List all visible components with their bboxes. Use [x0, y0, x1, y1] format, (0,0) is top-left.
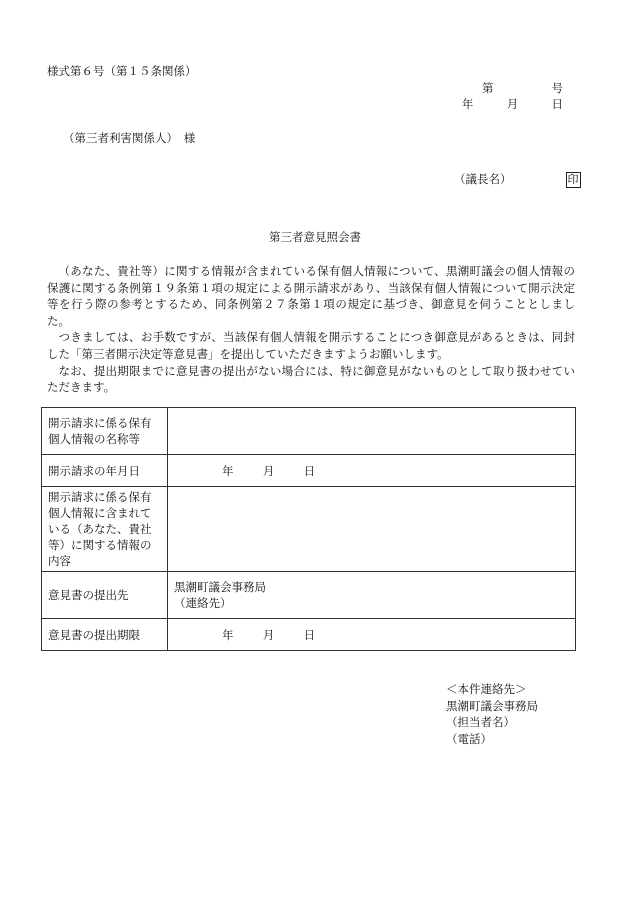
contact-block [446, 681, 538, 747]
seal-mark: 印 [567, 173, 579, 186]
date-day: 日 [551, 97, 563, 111]
addressee: （第三者利害関係人） 様 [63, 131, 196, 145]
row-label-deadline: 意見書の提出期限 [42, 619, 168, 651]
sender [454, 172, 581, 188]
date-month: 月 [506, 97, 519, 111]
contact-heading: ＜本件連絡先＞ [446, 682, 527, 696]
row-label-info-content: 開示請求に係る保有個人情報に含まれている（あなた、貴社等）に関する情報の内容 [42, 487, 168, 572]
contact-person: （担当者名） [446, 715, 515, 729]
body-paragraph-3: なお、提出期限までに意見書の提出がない場合には、特に御意見がないものとして取り扱わせていただきます。 [47, 363, 575, 395]
req-date-year: 年 [222, 463, 234, 478]
body-text [47, 263, 575, 396]
deadline-day: 日 [303, 627, 316, 642]
contact-office: 黒潮町議会事務局 [446, 698, 538, 713]
date-year: 年 [461, 97, 474, 111]
row-value-info-content [168, 487, 576, 572]
contact-phone: （電話） [446, 731, 492, 746]
row-value-info-name [168, 408, 576, 455]
number-suffix: 号 [551, 81, 563, 95]
table-row [42, 487, 576, 572]
table-row [42, 408, 576, 455]
req-date-day: 日 [303, 463, 316, 478]
body-paragraph-2: つきましては、お手数ですが、当該保有個人情報を開示することにつき御意見があるときは、同封した「第三者開示決定等意見書」を提出していただきますようお願いします。 [47, 330, 575, 361]
row-value-request-date [168, 455, 576, 487]
submit-to-office: 黒潮町議会事務局 [174, 580, 266, 594]
req-date-month: 月 [262, 463, 275, 478]
row-label-submit-to: 意見書の提出先 [42, 572, 168, 619]
row-value-submit-to [168, 572, 576, 619]
table-row [42, 619, 576, 651]
row-value-deadline [168, 619, 576, 651]
submit-to-contact: （連絡先） [174, 596, 232, 610]
form-number: 様式第６号（第１５条関係） [47, 64, 197, 78]
number-prefix: 第 [482, 81, 494, 95]
row-label-request-date: 開示請求の年月日 [42, 455, 168, 487]
table-row [42, 572, 576, 619]
deadline-month: 月 [262, 627, 275, 642]
body-paragraph-1: （あなた、貴社等）に関する情報が含まれている保有個人情報について、黒潮町議会の個人情報の保護に関する条例第１９条第１項の規定による開示請求があり、当該保有個人情報について開示決定等を行う際の参考とするため、同条例第２７条第１項の規定に基づき、御意見を伺うこととしました。 [47, 264, 575, 328]
document-date [462, 97, 563, 113]
deadline-year: 年 [222, 627, 234, 642]
table-row [42, 455, 576, 487]
info-table [41, 407, 576, 651]
document-title: 第三者意見照会書 [269, 230, 361, 244]
row-label-info-name: 開示請求に係る保有個人情報の名称等 [42, 408, 168, 455]
sender-name: （議長名） [454, 172, 512, 187]
document-number [482, 81, 563, 97]
